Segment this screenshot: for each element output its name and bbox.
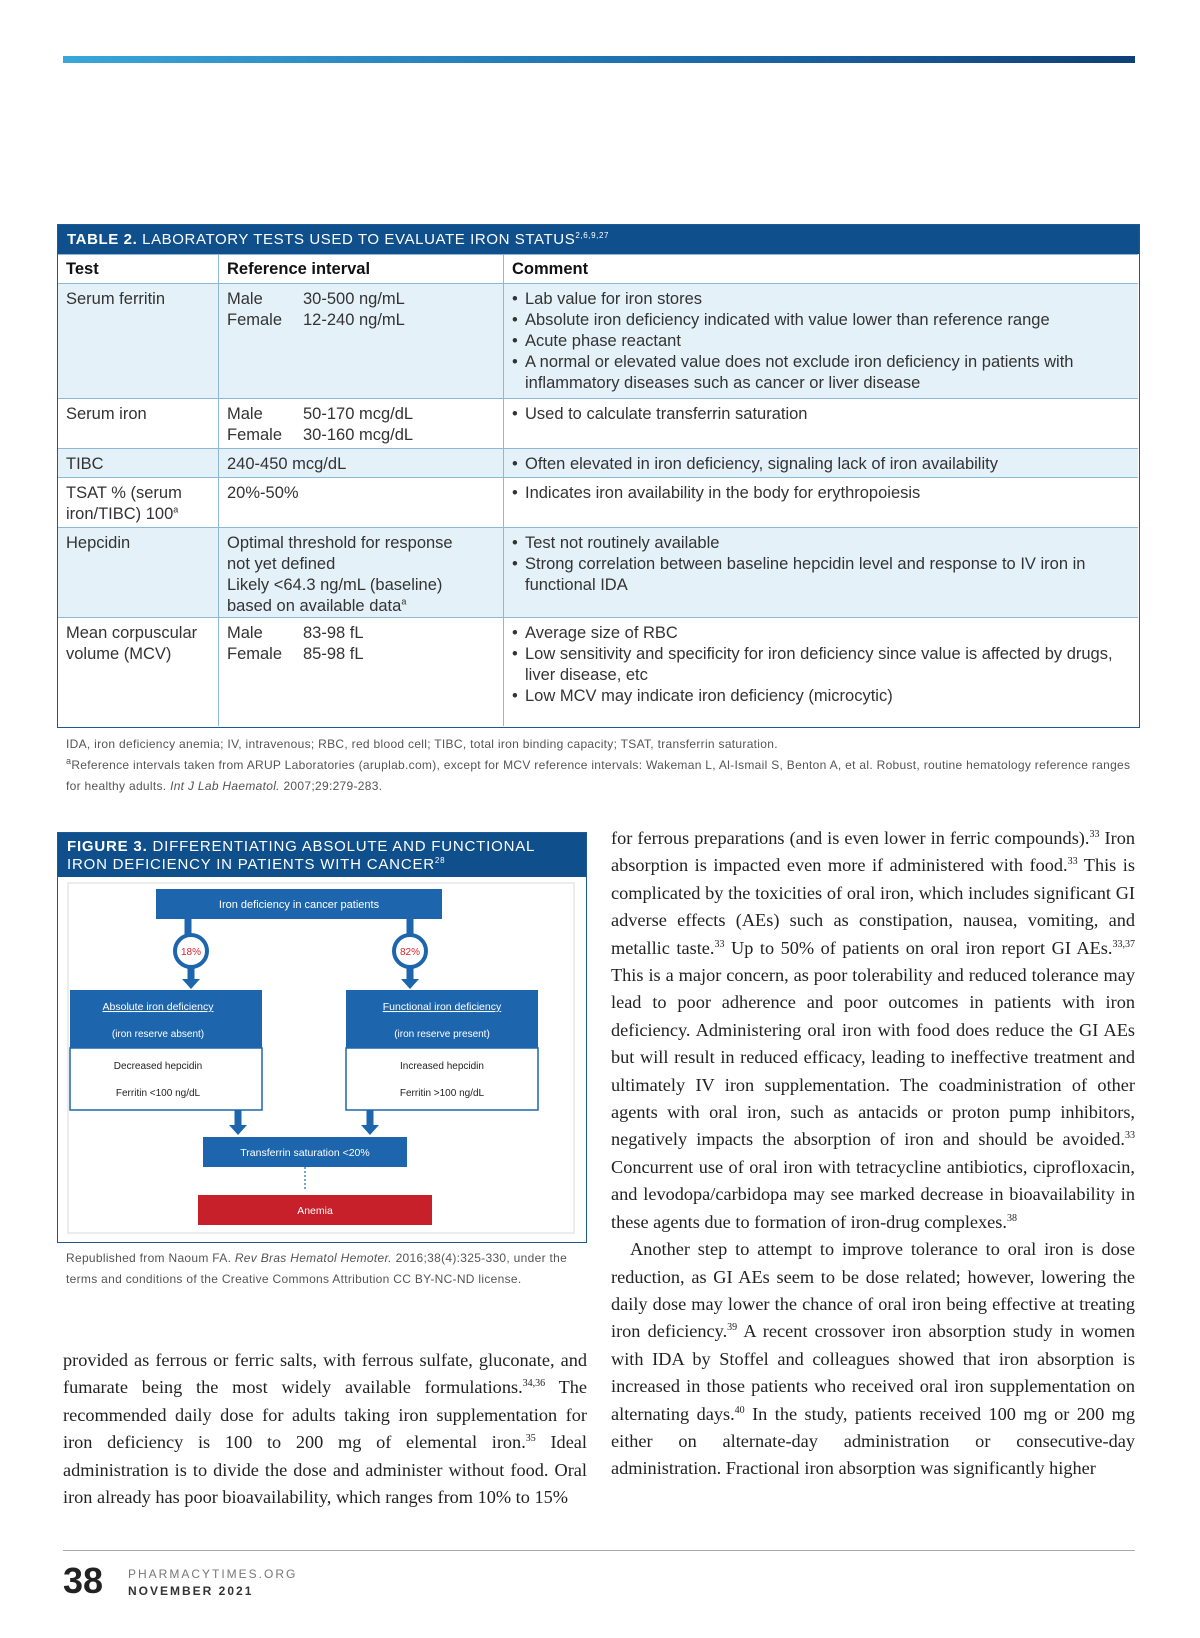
comment: • Indicates iron availability in the body for erythropoiesis xyxy=(503,478,1138,527)
flow-functional-ferritin: Ferritin >100 ng/dL xyxy=(399,1088,485,1099)
figure-title: FIGURE 3. DIFFERENTIATING ABSOLUTE AND FUNCTIONAL IRON DEFICIENCY IN PATIENTS WITH CANCER$^{28}$ xyxy=(58,833,586,877)
reference-interval: Optimal threshold for response not yet defined Likely <64.3 ng/mL (baseline) based on available data$^a$ xyxy=(218,528,503,617)
comment: • Used to calculate transferrin saturation xyxy=(503,399,1138,448)
reference-note: $^a$Reference intervals taken from ARUP Laboratories (aruplab.com), except for MCV reference intervals: Wakeman L, Al-Ismail S, Benton A, et al. Robust, routine hematology reference ranges for healthy adults. Int J Lab Haematol. 2007;29:279-283. xyxy=(66,756,1131,793)
table-row-serum-ferritin xyxy=(58,283,1138,398)
header-reference: Reference interval xyxy=(218,255,503,283)
table-row-hepcidin xyxy=(58,527,1138,617)
flow-absolute-ferritin: Ferritin <100 ng/dL xyxy=(115,1088,201,1099)
comment: • Lab value for iron stores • Absolute iron deficiency indicated with value lower than reference range • Acute phase reactant • A normal or elevated value does not exclude iron deficiency in patients with inflammatory diseases such as cancer or liver disease xyxy=(503,284,1138,398)
header-comment: Comment xyxy=(503,255,1138,283)
test-name: TSAT % (serum iron/TIBC) 100$^a$ xyxy=(66,484,182,523)
reference-interval: 20%-50% xyxy=(218,478,503,527)
flow-functional-title: Functional iron deficiency xyxy=(382,1001,502,1013)
body-column-right xyxy=(611,825,1135,1483)
flow-percent-left: 18% xyxy=(180,947,202,958)
table-row-tsat xyxy=(58,477,1138,527)
page-number: 38 xyxy=(63,1560,104,1601)
flow-absolute-title: Absolute iron deficiency xyxy=(102,1001,214,1013)
comment: • Average size of RBC • Low sensitivity and specificity for iron deficiency since value is affected by drugs, liver disease, etc • Low MCV may indicate iron deficiency (microcytic) xyxy=(503,618,1138,726)
comment: • Often elevated in iron deficiency, signaling lack of iron availability xyxy=(503,449,1138,477)
lab-tests-table xyxy=(57,224,1140,728)
flow-anemia-label: Anemia xyxy=(297,1205,333,1217)
table-row-tibc xyxy=(58,448,1138,477)
top-accent-bar xyxy=(63,56,1135,63)
figure-flowchart xyxy=(58,877,585,1241)
body-paragraph: provided as ferrous or ferric salts, with ferrous sulfate, gluconate, and fumarate being the most widely available formulations.$^{34,36}$ The recommended daily dose for adults taking iron supplementation for iron deficiency is 100 to 200 mg of elemental iron.$^{35}$ Ideal administration is to divide the dose and administer without food. Oral iron already has poor bioavailability, which ranges from 10% to 15% xyxy=(63,1350,587,1508)
footer-site: PHARMACYTIMES.ORG xyxy=(128,1567,298,1581)
flowchart-svg xyxy=(58,877,585,1241)
test-name: Hepcidin xyxy=(66,534,131,552)
table-row-mcv xyxy=(58,617,1138,726)
abbreviations-note: IDA, iron deficiency anemia; IV, intravenous; RBC, red blood cell; TIBC, total iron binding capacity; TSAT, transferrin saturation. xyxy=(66,737,778,751)
reference-interval: Male 50-170 mcg/dL Female 30-160 mcg/dL xyxy=(218,399,503,448)
table-header-row xyxy=(58,254,1138,283)
body-paragraph: for ferrous preparations (and is even lower in ferric compounds).$^{33}$ Iron absorption is impacted even more if administered with food.$^{33}$ This is complicated by the toxicities of oral iron, which includes significant GI adverse effects (AEs) such as constipation, nausea, vomiting, and metallic taste.$^{33}$ Up to 50% of patients on oral iron report GI AEs.$^{33,37}$ This is a major concern, as poor tolerability and reduced tolerance may lead to poor adherence and poor outcomes in patients with iron deficiency. Administering oral iron with food does reduce the GI AEs but will result in reduced efficacy, leading to ineffective treatment and ultimately IV iron supplementation. The coadministration of other agents with oral iron, such as antacids or proton pump inhibitors, negatively impacts the absorption of iron and should be avoided.$^{33}$ Concurrent use of oral iron with tetracycline antibiotics, ciprofloxacin, and levodopa/carbidopa may see marked decrease in bioavailability in these agents due to formation of iron-drug complexes.$^{38}$ xyxy=(611,828,1135,1232)
figure-3 xyxy=(57,832,587,1243)
body-column-left xyxy=(63,1347,587,1511)
figure-credit: Republished from Naoum FA. Rev Bras Hematol Hemoter. 2016;38(4):325-330, under the terms and conditions of the Creative Commons Attribution CC BY-NC-ND license. xyxy=(66,1251,568,1286)
flow-absolute-hepcidin: Decreased hepcidin xyxy=(113,1061,203,1072)
footer-rule xyxy=(63,1550,1135,1551)
flow-functional-hepcidin: Increased hepcidin xyxy=(400,1061,484,1072)
test-name: Mean corpuscular volume (MCV) xyxy=(66,624,198,663)
flow-functional-sub: (iron reserve present) xyxy=(394,1029,490,1040)
reference-interval: Male 83-98 fL Female 85-98 fL xyxy=(218,618,503,726)
footer-date: NOVEMBER 2021 xyxy=(128,1584,254,1598)
reference-interval: 240-450 mcg/dL xyxy=(218,449,503,477)
table-footnotes xyxy=(66,734,1136,797)
table-title: TABLE 2. LABORATORY TESTS USED TO EVALUATE IRON STATUS$^{2,6,9,27}$ xyxy=(58,225,1139,254)
test-name: Serum iron xyxy=(66,405,147,423)
body-paragraph: Another step to attempt to improve tolerance to oral iron is dose reduction, as GI AEs seem to be dose related; however, lowering the daily dose may lower the chance of oral iron being effective at treating iron deficiency.$^{39}$ A recent crossover iron absorption study in women with IDA by Stoffel and colleagues showed that iron absorption is increased in those patients who received oral iron supplementation on alternating days.$^{40}$ In the study, patients received 100 mg or 200 mg either on alternate-day administration or consecutive-day administration. Fractional iron absorption was significantly higher xyxy=(611,1239,1135,1479)
header-test: Test xyxy=(66,260,99,278)
comment: • Test not routinely available • Strong correlation between baseline hepcidin level and response to IV iron in functional IDA xyxy=(503,528,1138,617)
flow-percent-right: 82% xyxy=(399,947,421,958)
test-name: Serum ferritin xyxy=(66,290,166,308)
table-row-serum-iron xyxy=(58,398,1138,448)
flow-absolute-sub: (iron reserve absent) xyxy=(111,1029,205,1040)
flow-tsat-label: Transferrin saturation <20% xyxy=(240,1147,370,1159)
flow-top-label: Iron deficiency in cancer patients xyxy=(218,899,380,911)
reference-interval: Male 30-500 ng/mL Female 12-240 ng/mL xyxy=(218,284,503,398)
test-name: TIBC xyxy=(66,455,104,473)
